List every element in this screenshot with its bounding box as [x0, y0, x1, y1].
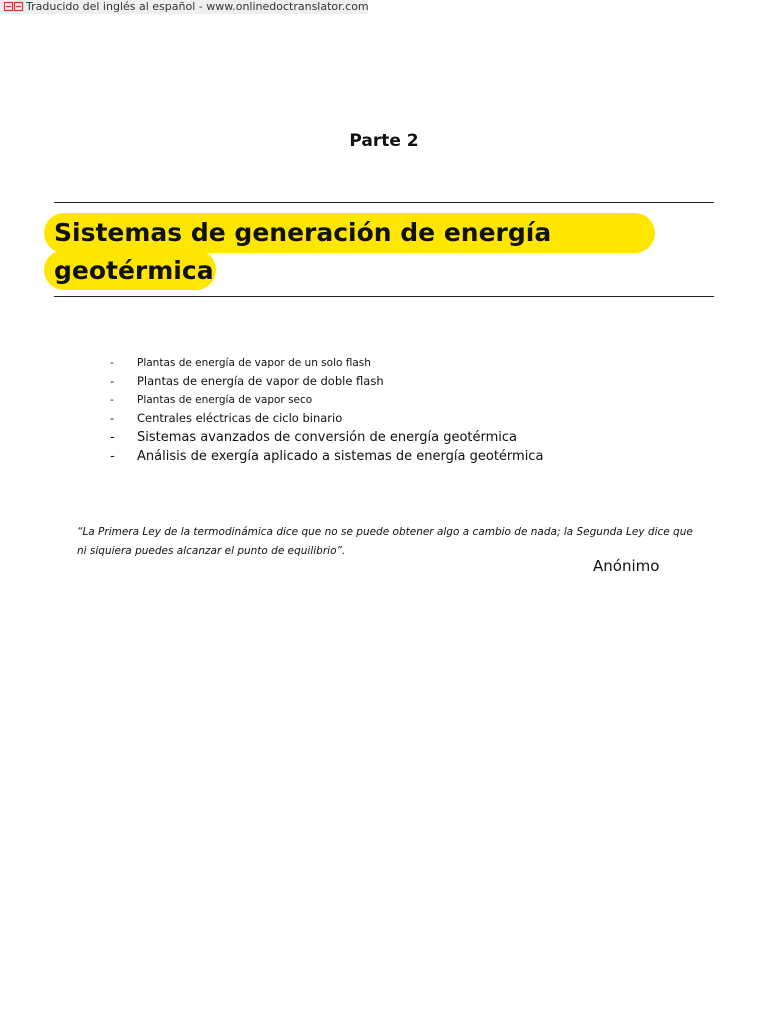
topic-label: Plantas de energía de vapor de doble flash: [137, 374, 384, 388]
topic-list: [110, 354, 543, 466]
epigraph-quote: “La Primera Ley de la termodinámica dice que no se puede obtener algo a cambio de nada; la Segunda Ley dice que ni siquiera puedes alcanzar el punto de equilibrio”.: [77, 526, 693, 557]
part-label: Parte 2: [349, 131, 419, 151]
bullet-marker: -: [110, 449, 115, 464]
bullet-marker: -: [110, 430, 115, 445]
topic-item: [110, 354, 543, 372]
topic-label: Plantas de energía de vapor seco: [137, 394, 313, 406]
translation-banner-link[interactable]: Traducido del inglés al español - www.onlinedoctranslator.com: [26, 0, 369, 13]
topic-item: [110, 409, 543, 428]
topic-item: [110, 372, 543, 391]
topic-label: Centrales eléctricas de ciclo binario: [137, 411, 343, 425]
bullet-marker: -: [110, 374, 115, 388]
topic-label: Sistemas avanzados de conversión de energía geotérmica: [137, 430, 518, 445]
topic-label: Análisis de exergía aplicado a sistemas de energía geotérmica: [137, 449, 544, 464]
bottom-divider: [54, 296, 714, 297]
epigraph-author: Anónimo: [593, 557, 660, 575]
bullet-marker: -: [110, 357, 114, 369]
bullet-marker: -: [110, 394, 114, 406]
topic-item: [110, 391, 543, 409]
translation-banner[interactable]: [0, 0, 368, 14]
translator-logo-icon: [4, 1, 24, 13]
chapter-title: Sistemas de generación de energía geotérmica: [54, 218, 552, 285]
topic-item: [110, 447, 543, 466]
top-divider: [54, 202, 714, 203]
topic-item: [110, 428, 543, 447]
topic-label: Plantas de energía de vapor de un solo flash: [137, 357, 371, 369]
bullet-marker: -: [110, 411, 115, 425]
